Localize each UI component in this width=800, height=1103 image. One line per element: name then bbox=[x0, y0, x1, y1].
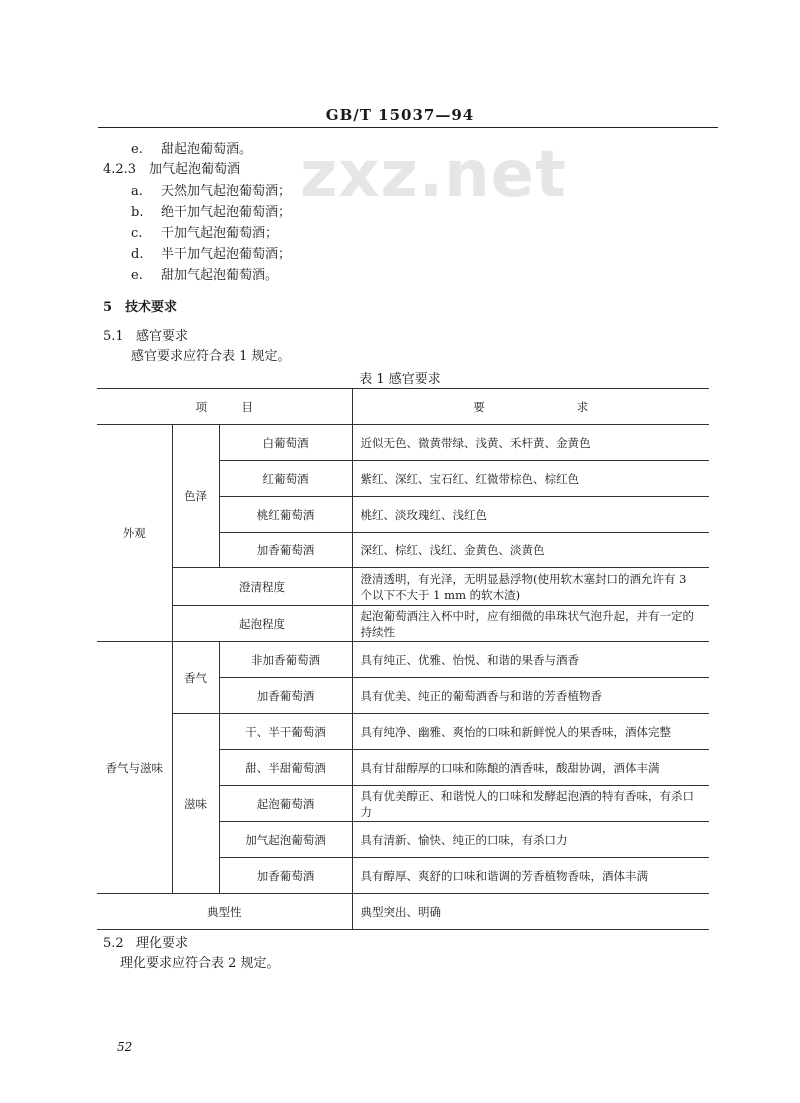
section-number: 4.2.3 bbox=[103, 162, 137, 177]
list-item bbox=[131, 201, 291, 220]
item-name: 典型性 bbox=[97, 894, 352, 930]
table-row bbox=[97, 606, 709, 642]
table-row bbox=[97, 642, 709, 678]
requirement-text: 起泡葡萄酒注入杯中时，应有细微的串珠状气泡升起，并有一定的持续性 bbox=[352, 606, 709, 642]
list-text: 甜加气起泡葡萄酒。 bbox=[161, 268, 279, 283]
list-item bbox=[131, 222, 278, 241]
header-item: 项 目 bbox=[97, 389, 352, 425]
list-text: 半干加气起泡葡萄酒； bbox=[161, 247, 292, 262]
requirement-text: 具有清新、愉快、纯正的口味，有杀口力 bbox=[352, 822, 709, 858]
item-name: 红葡萄酒 bbox=[219, 461, 352, 497]
requirement-text: 具有甘甜醇厚的口味和陈酿的酒香味，酸甜协调，酒体丰满 bbox=[352, 750, 709, 786]
subcategory-taste: 滋味 bbox=[172, 714, 219, 894]
list-text: 干加气起泡葡萄酒； bbox=[161, 226, 279, 241]
table-row bbox=[97, 714, 709, 750]
item-name: 加香葡萄酒 bbox=[219, 858, 352, 894]
section-number: 5.1 bbox=[103, 329, 124, 344]
requirement-text: 具有纯正、优雅、怡悦、和谐的果香与酒香 bbox=[352, 642, 709, 678]
requirement-text: 具有醇厚、爽舒的口味和谐调的芳香植物香味，酒体丰满 bbox=[352, 858, 709, 894]
page-number: 52 bbox=[117, 1040, 133, 1054]
table-header-row bbox=[97, 389, 709, 425]
paragraph: 理化要求应符合表 2 规定。 bbox=[120, 956, 280, 971]
item-name: 甜、半甜葡萄酒 bbox=[219, 750, 352, 786]
table-row bbox=[97, 894, 709, 930]
item-name: 干、半干葡萄酒 bbox=[219, 714, 352, 750]
list-item bbox=[131, 264, 278, 283]
list-item bbox=[131, 180, 291, 199]
section-number: 5.2 bbox=[103, 936, 124, 951]
watermark: zxz.net bbox=[300, 138, 567, 212]
table-caption: 表 1 感官要求 bbox=[359, 372, 441, 387]
section-title: 技术要求 bbox=[125, 300, 178, 315]
section-heading-4-2-3 bbox=[103, 158, 240, 177]
header-rule bbox=[98, 127, 718, 128]
section-title: 加气起泡葡萄酒 bbox=[149, 162, 241, 177]
table-row bbox=[97, 568, 709, 606]
section-title: 理化要求 bbox=[136, 936, 189, 951]
requirement-text: 典型突出、明确 bbox=[352, 894, 709, 930]
item-name: 加香葡萄酒 bbox=[219, 678, 352, 714]
requirement-text: 桃红、淡玫瑰红、浅红色 bbox=[352, 497, 709, 533]
list-label: e. bbox=[131, 142, 143, 157]
section-heading-5 bbox=[103, 296, 177, 315]
item-name: 非加香葡萄酒 bbox=[219, 642, 352, 678]
section-heading-5-1 bbox=[103, 325, 188, 344]
requirement-text: 具有纯净、幽雅、爽怡的口味和新鲜悦人的果香味，酒体完整 bbox=[352, 714, 709, 750]
section-title: 感官要求 bbox=[136, 329, 189, 344]
list-label: b. bbox=[131, 205, 144, 220]
requirement-text: 具有优美、纯正的葡萄酒香与和谐的芳香植物香 bbox=[352, 678, 709, 714]
paragraph: 感官要求应符合表 1 规定。 bbox=[131, 349, 291, 364]
category-aroma-taste: 香气与滋味 bbox=[97, 642, 172, 894]
item-name: 澄清程度 bbox=[172, 568, 352, 606]
list-text: 甜起泡葡萄酒。 bbox=[161, 142, 253, 157]
section-heading-5-2 bbox=[103, 932, 188, 951]
section-number: 5 bbox=[103, 300, 113, 315]
list-label: a. bbox=[131, 184, 143, 199]
requirement-text: 具有优美醇正、和谐悦人的口味和发酵起泡酒的特有香味，有杀口力 bbox=[352, 786, 709, 822]
item-name: 加气起泡葡萄酒 bbox=[219, 822, 352, 858]
category-appearance: 外观 bbox=[97, 425, 172, 642]
list-label: d. bbox=[131, 247, 144, 262]
item-name: 桃红葡萄酒 bbox=[219, 497, 352, 533]
list-text: 绝干加气起泡葡萄酒； bbox=[161, 205, 292, 220]
list-text: 天然加气起泡葡萄酒； bbox=[161, 184, 292, 199]
list-label: c. bbox=[131, 226, 143, 241]
item-name: 起泡程度 bbox=[172, 606, 352, 642]
item-name: 白葡萄酒 bbox=[219, 425, 352, 461]
list-label: e. bbox=[131, 268, 143, 283]
sensory-requirements-table bbox=[97, 388, 709, 930]
subcategory-aroma: 香气 bbox=[172, 642, 219, 714]
item-name: 加香葡萄酒 bbox=[219, 533, 352, 568]
table-row bbox=[97, 425, 709, 461]
requirement-text: 紫红、深红、宝石红、红微带棕色、棕红色 bbox=[352, 461, 709, 497]
requirement-text: 深红、棕红、浅红、金黄色、淡黄色 bbox=[352, 533, 709, 568]
header-requirement: 要 求 bbox=[352, 389, 709, 425]
list-item bbox=[131, 243, 291, 262]
list-item bbox=[131, 138, 252, 157]
item-name: 起泡葡萄酒 bbox=[219, 786, 352, 822]
requirement-text: 近似无色、微黄带绿、浅黄、禾杆黄、金黄色 bbox=[352, 425, 709, 461]
standard-code-header: GB/T 15037—94 bbox=[325, 106, 475, 124]
subcategory-color: 色泽 bbox=[172, 425, 219, 568]
requirement-text: 澄清透明，有光泽，无明显悬浮物(使用软木塞封口的酒允许有 3 个以下不大于 1 mm 的软木渣) bbox=[352, 568, 709, 606]
